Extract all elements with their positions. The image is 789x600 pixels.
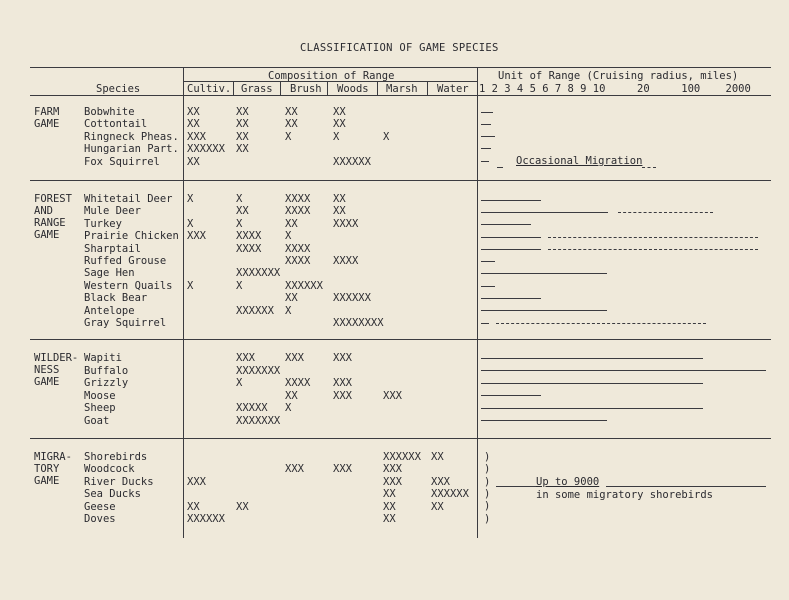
habitat-cell: XXXX	[285, 242, 311, 255]
species-name: Geese	[84, 500, 116, 513]
species-name: Black Bear	[84, 292, 148, 305]
species-name: Hungarian Part.	[84, 143, 179, 156]
range-line-wapiti	[481, 358, 703, 359]
habitat-cell: XX	[333, 205, 346, 218]
species-name: Sage Hen	[84, 267, 135, 280]
habitat-cell: XX	[431, 451, 444, 463]
range-line-turkey	[481, 224, 531, 225]
habitat-cell: XXX	[431, 475, 450, 488]
habitat-cell: XXXX	[333, 217, 359, 230]
range-line-ruffedgrouse	[481, 261, 495, 262]
species-name: Fox Squirrel	[84, 155, 160, 168]
shorebirds-note: in some migratory shorebirds	[536, 489, 714, 501]
habitat-cell: XXXX	[333, 255, 359, 267]
habitat-cell: XX	[383, 500, 396, 513]
group-label-forest-3: RANGE	[34, 217, 66, 229]
range-line-muledeer-dash	[618, 212, 713, 213]
habitat-cell: XX	[187, 155, 200, 168]
species-name: Prairie Chicken	[84, 230, 179, 243]
species-name: Buffalo	[84, 364, 129, 377]
range-line-hungarian	[481, 148, 491, 149]
table-top-rule	[30, 67, 771, 68]
species-name: Woodcock	[84, 463, 135, 476]
group-label-forest-4: GAME	[34, 229, 60, 241]
range-line-bobwhite	[481, 112, 493, 113]
range-line-sheep	[481, 408, 703, 409]
range-line-foxsquirrel-dash-a	[497, 167, 503, 168]
habitat-cell: XXXXXX	[333, 292, 371, 305]
habitat-cell: XX	[236, 500, 249, 513]
range-line-prairiechicken-dash	[548, 237, 758, 238]
habitat-cell: XXXXXX	[187, 143, 225, 156]
habitat-cell: XXX	[383, 389, 402, 402]
range-line-sagehen	[481, 273, 607, 274]
column-divider-species	[183, 67, 184, 538]
habitat-cell: X	[236, 377, 243, 389]
habitat-cell: XX	[285, 106, 298, 118]
header-col-grass: Grass	[241, 83, 273, 95]
group-label-migratory-1: MIGRA-	[34, 451, 72, 463]
group-label-forest-1: FOREST	[34, 193, 72, 205]
habitat-cell: XX	[285, 217, 298, 230]
group-rule-2	[30, 339, 771, 340]
group-label-migratory-3: GAME	[34, 475, 60, 487]
brace-5: )	[484, 500, 491, 512]
group-rule-1	[30, 180, 771, 181]
habitat-cell: XX	[187, 106, 200, 118]
habitat-cell: X	[187, 279, 194, 292]
range-line-graysquirrel-dash	[496, 323, 706, 324]
habitat-cell: XXXXXX	[431, 488, 469, 501]
species-name: Shorebirds	[84, 451, 148, 463]
habitat-cell: XX	[236, 143, 249, 156]
brace-4: )	[484, 488, 491, 500]
habitat-cell: X	[383, 130, 390, 143]
habitat-cell: XXX	[285, 352, 304, 364]
habitat-cell: XXX	[333, 463, 352, 476]
brace-1: )	[484, 451, 491, 463]
brace-3: )	[484, 476, 491, 488]
habitat-cell: XXX	[383, 475, 402, 488]
habitat-cell: XXX	[285, 463, 304, 476]
species-name: Doves	[84, 513, 116, 525]
header-scale: 1 2 3 4 5 6 7 8 9 10 20 100 2000	[479, 83, 751, 95]
header-col-woods: Woods	[337, 83, 369, 95]
habitat-cell: XX	[285, 389, 298, 402]
group-label-wilderness-1: WILDER-	[34, 352, 79, 364]
habitat-cell: X	[236, 193, 243, 205]
habitat-cell: X	[187, 193, 194, 205]
habitat-cell: XX	[187, 118, 200, 131]
habitat-cell: XX	[285, 118, 298, 131]
range-line-foxsquirrel-dash-b	[642, 167, 656, 168]
group-label-farm-2: GAME	[34, 118, 60, 130]
range-line-migratory-right	[606, 486, 766, 487]
header-composition: Composition of Range	[268, 70, 395, 82]
habitat-cell: XXXXXX	[187, 513, 225, 525]
habitat-cell: XXXXXX	[236, 304, 274, 317]
species-name: Turkey	[84, 217, 122, 230]
species-name: Wapiti	[84, 352, 122, 364]
group-label-forest-2: AND	[34, 205, 53, 217]
subcol-divider-4	[377, 81, 378, 95]
range-line-goat	[481, 420, 607, 421]
species-name: Antelope	[84, 304, 135, 317]
habitat-cell: X	[285, 230, 292, 243]
species-name: Sharptail	[84, 242, 141, 255]
species-name: Ruffed Grouse	[84, 255, 167, 267]
range-line-antelope	[481, 310, 607, 311]
species-name: Ringneck Pheas.	[84, 130, 179, 143]
habitat-cell: XXXXXXXX	[333, 317, 384, 329]
group-label-farm-1: FARM	[34, 106, 60, 118]
habitat-cell: XX	[333, 106, 346, 118]
habitat-cell: XX	[236, 118, 249, 131]
header-col-cultiv: Cultiv.	[187, 83, 232, 95]
up-to-label: Up to 9000	[536, 476, 600, 488]
range-line-prairiechicken	[481, 237, 541, 238]
habitat-cell: XXXX	[236, 242, 262, 255]
habitat-cell: XXXX	[285, 193, 311, 205]
species-name: Bobwhite	[84, 106, 135, 118]
habitat-cell: XXX	[333, 377, 352, 389]
subcol-divider-5	[427, 81, 428, 95]
habitat-cell: XX	[236, 106, 249, 118]
habitat-cell: XX	[236, 205, 249, 218]
habitat-cell: XXX	[333, 352, 352, 364]
header-bottom-rule	[30, 95, 771, 96]
subcol-divider-3	[327, 81, 328, 95]
occasional-migration-label: Occasional Migration	[516, 155, 643, 167]
habitat-cell: XXXX	[285, 255, 311, 267]
habitat-cell: X	[187, 217, 194, 230]
habitat-cell: XXXXXX	[333, 155, 371, 168]
habitat-cell: XX	[431, 500, 444, 513]
header-col-marsh: Marsh	[386, 83, 418, 95]
brace-2: )	[484, 463, 491, 475]
habitat-cell: X	[285, 130, 292, 143]
habitat-cell: XXXXX	[236, 402, 268, 414]
range-line-whitetail	[481, 200, 541, 201]
species-name: Western Quails	[84, 279, 173, 292]
range-line-moose	[481, 395, 541, 396]
group-rule-3	[30, 438, 771, 439]
habitat-cell: X	[285, 304, 292, 317]
habitat-cell: X	[285, 402, 292, 414]
range-line-muledeer	[481, 212, 608, 213]
species-name: Mule Deer	[84, 205, 141, 218]
range-line-grizzly	[481, 383, 703, 384]
species-name: Moose	[84, 389, 116, 402]
habitat-cell: XXX	[236, 352, 255, 364]
species-name: Sea Ducks	[84, 488, 141, 501]
subcol-divider-1	[233, 81, 234, 95]
habitat-cell: X	[236, 279, 243, 292]
species-name: Grizzly	[84, 377, 129, 389]
habitat-cell: XX	[187, 500, 200, 513]
habitat-cell: XXXX	[236, 230, 262, 243]
group-label-wilderness-3: GAME	[34, 376, 60, 388]
range-line-cottontail	[481, 124, 491, 125]
header-col-water: Water	[437, 83, 469, 95]
page-title: CLASSIFICATION OF GAME SPECIES	[300, 42, 499, 54]
habitat-cell: XXXXXXX	[236, 364, 281, 377]
habitat-cell: XX	[285, 292, 298, 305]
range-line-migratory-left	[496, 486, 536, 487]
habitat-cell: XX	[236, 130, 249, 143]
range-line-buffalo	[481, 370, 766, 371]
species-name: Sheep	[84, 402, 116, 414]
range-line-graysquirrel	[481, 323, 489, 324]
habitat-cell: XXXXXXX	[236, 414, 281, 427]
habitat-cell: XX	[383, 488, 396, 501]
habitat-cell: X	[333, 130, 340, 143]
range-line-sharptail-dash	[548, 249, 758, 250]
habitat-cell: XX	[333, 118, 346, 131]
subcol-divider-2	[280, 81, 281, 95]
range-line-blackbear	[481, 298, 541, 299]
group-label-wilderness-2: NESS	[34, 364, 60, 376]
header-unit: Unit of Range (Cruising radius, miles)	[498, 70, 739, 82]
habitat-cell: XX	[383, 513, 396, 525]
habitat-cell: XXXX	[285, 205, 311, 218]
habitat-cell: XXXXXX	[285, 279, 323, 292]
habitat-cell: X	[236, 217, 243, 230]
header-col-brush: Brush	[290, 83, 322, 95]
species-name: Cottontail	[84, 118, 148, 131]
species-name: Gray Squirrel	[84, 317, 167, 329]
habitat-cell: XXX	[187, 475, 206, 488]
range-line-foxsquirrel	[481, 161, 489, 162]
group-label-migratory-2: TORY	[34, 463, 60, 475]
range-line-sharptail	[481, 249, 541, 250]
habitat-cell: XXX	[333, 389, 352, 402]
column-divider-unit	[477, 67, 478, 538]
habitat-cell: XXXX	[285, 377, 311, 389]
header-species: Species	[96, 83, 141, 95]
habitat-cell: XX	[333, 193, 346, 205]
species-name: River Ducks	[84, 475, 154, 488]
brace-6: )	[484, 513, 491, 525]
habitat-cell: XXX	[187, 130, 206, 143]
habitat-cell: XXXXXXX	[236, 267, 281, 280]
habitat-cell: XXX	[383, 463, 402, 476]
species-name: Goat	[84, 414, 110, 427]
habitat-cell: XXXXXX	[383, 451, 421, 463]
habitat-cell: XXX	[187, 230, 206, 243]
range-line-westernquails	[481, 286, 495, 287]
species-name: Whitetail Deer	[84, 193, 173, 205]
range-line-ringneck	[481, 136, 495, 137]
